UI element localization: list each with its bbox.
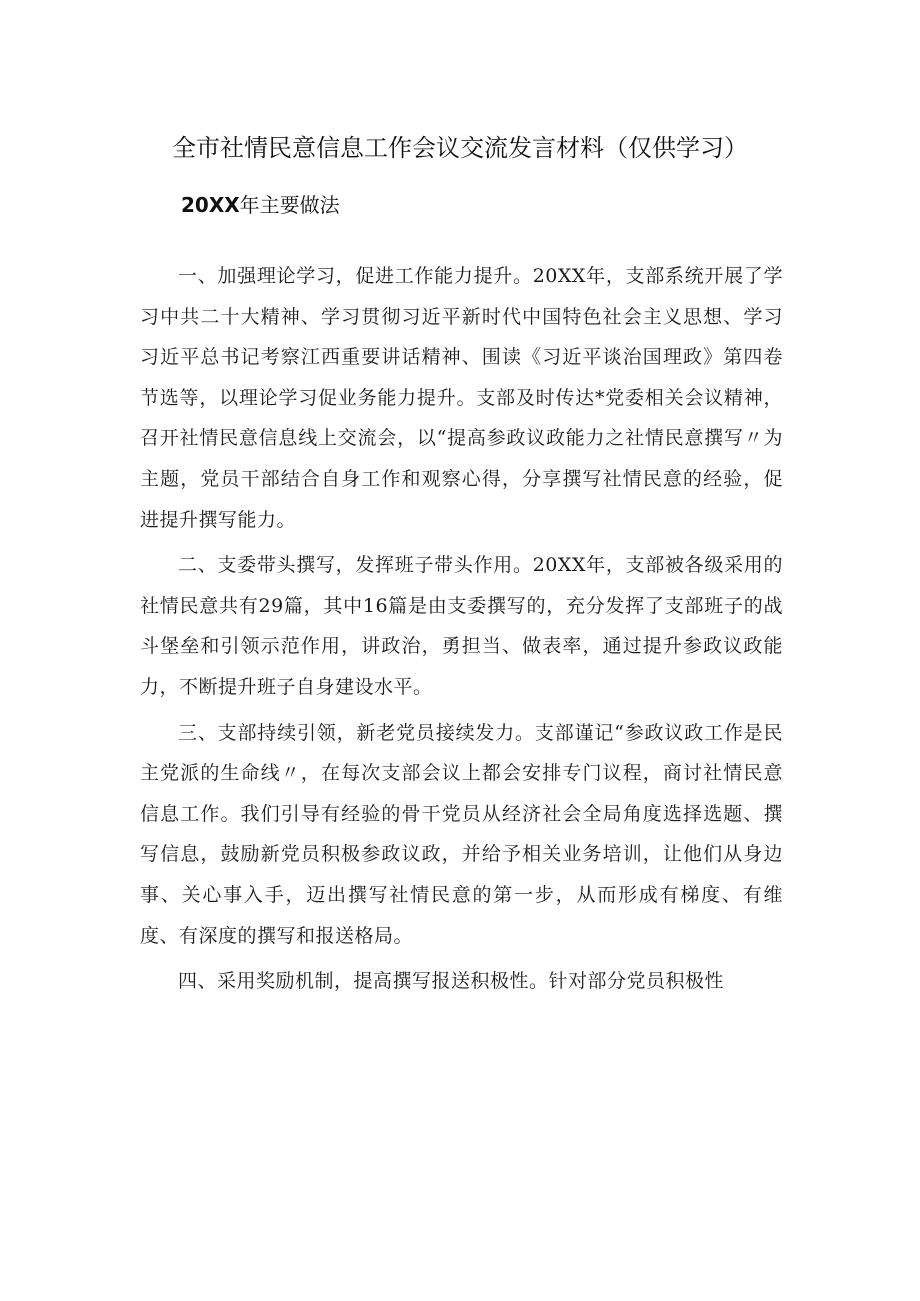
paragraph-committee-writing: 二、支委带头撰写，发挥班子带头作用。20XX年，支部被各级采用的社情民意共有29篇，其中16篇是由支委撰写的，充分发挥了支部班子的战斗堡垒和引领示范作用，讲政治，勇担当、做表率，通过提升参政议政能力，不断提升班子自身建设水平。 [140,554,783,698]
paragraph-reward-mechanism: 四、采用奖励机制，提高撰写报送积极性。针对部分党员积极性 [178,970,725,993]
paragraph-branch-leading: 三、支部持续引领，新老党员接续发力。支部谨记“参政议政工作是民主党派的生命线〃，在每次支部会议上都会安排专门议程，商讨社情民意信息工作。我们引导有经验的骨干党员从经济社会全局角度选择选题、撰写信息，鼓励新党员积极参政议政，并给予相关业务培训，让他们从身边事、关心事入手，迈出撰写社情民意的第一步，从而形成有梯度、有维度、有深度的撰写和报送格局。 [140,721,783,947]
document-title: 全市社情民意信息工作会议交流发言材料（仅供学习） [172,134,748,162]
document-body [140,256,783,1002]
paragraph-theory-study: 一、加强理论学习，促进工作能力提升。20XX年，支部系统开展了学习中共二十大精神、学习贯彻习近平新时代中国特色社会主义思想、学习习近平总书记考察江西重要讲话精神、围读《习近平谈治国理政》第四卷节选等，以理论学习促业务能力提升。支部及时传达*党委相关会议精神，召开社情民意信息线上交流会，以“提高参政议政能力之社情民意撰写〃为主题，党员干部结合自身工作和观察心得，分享撰写社情民意的经验，促进提升撰写能力。 [140,265,783,531]
subtitle-text: 年主要做法 [239,193,340,217]
subtitle-year: 20XX [181,193,240,217]
section-subtitle [181,188,340,222]
